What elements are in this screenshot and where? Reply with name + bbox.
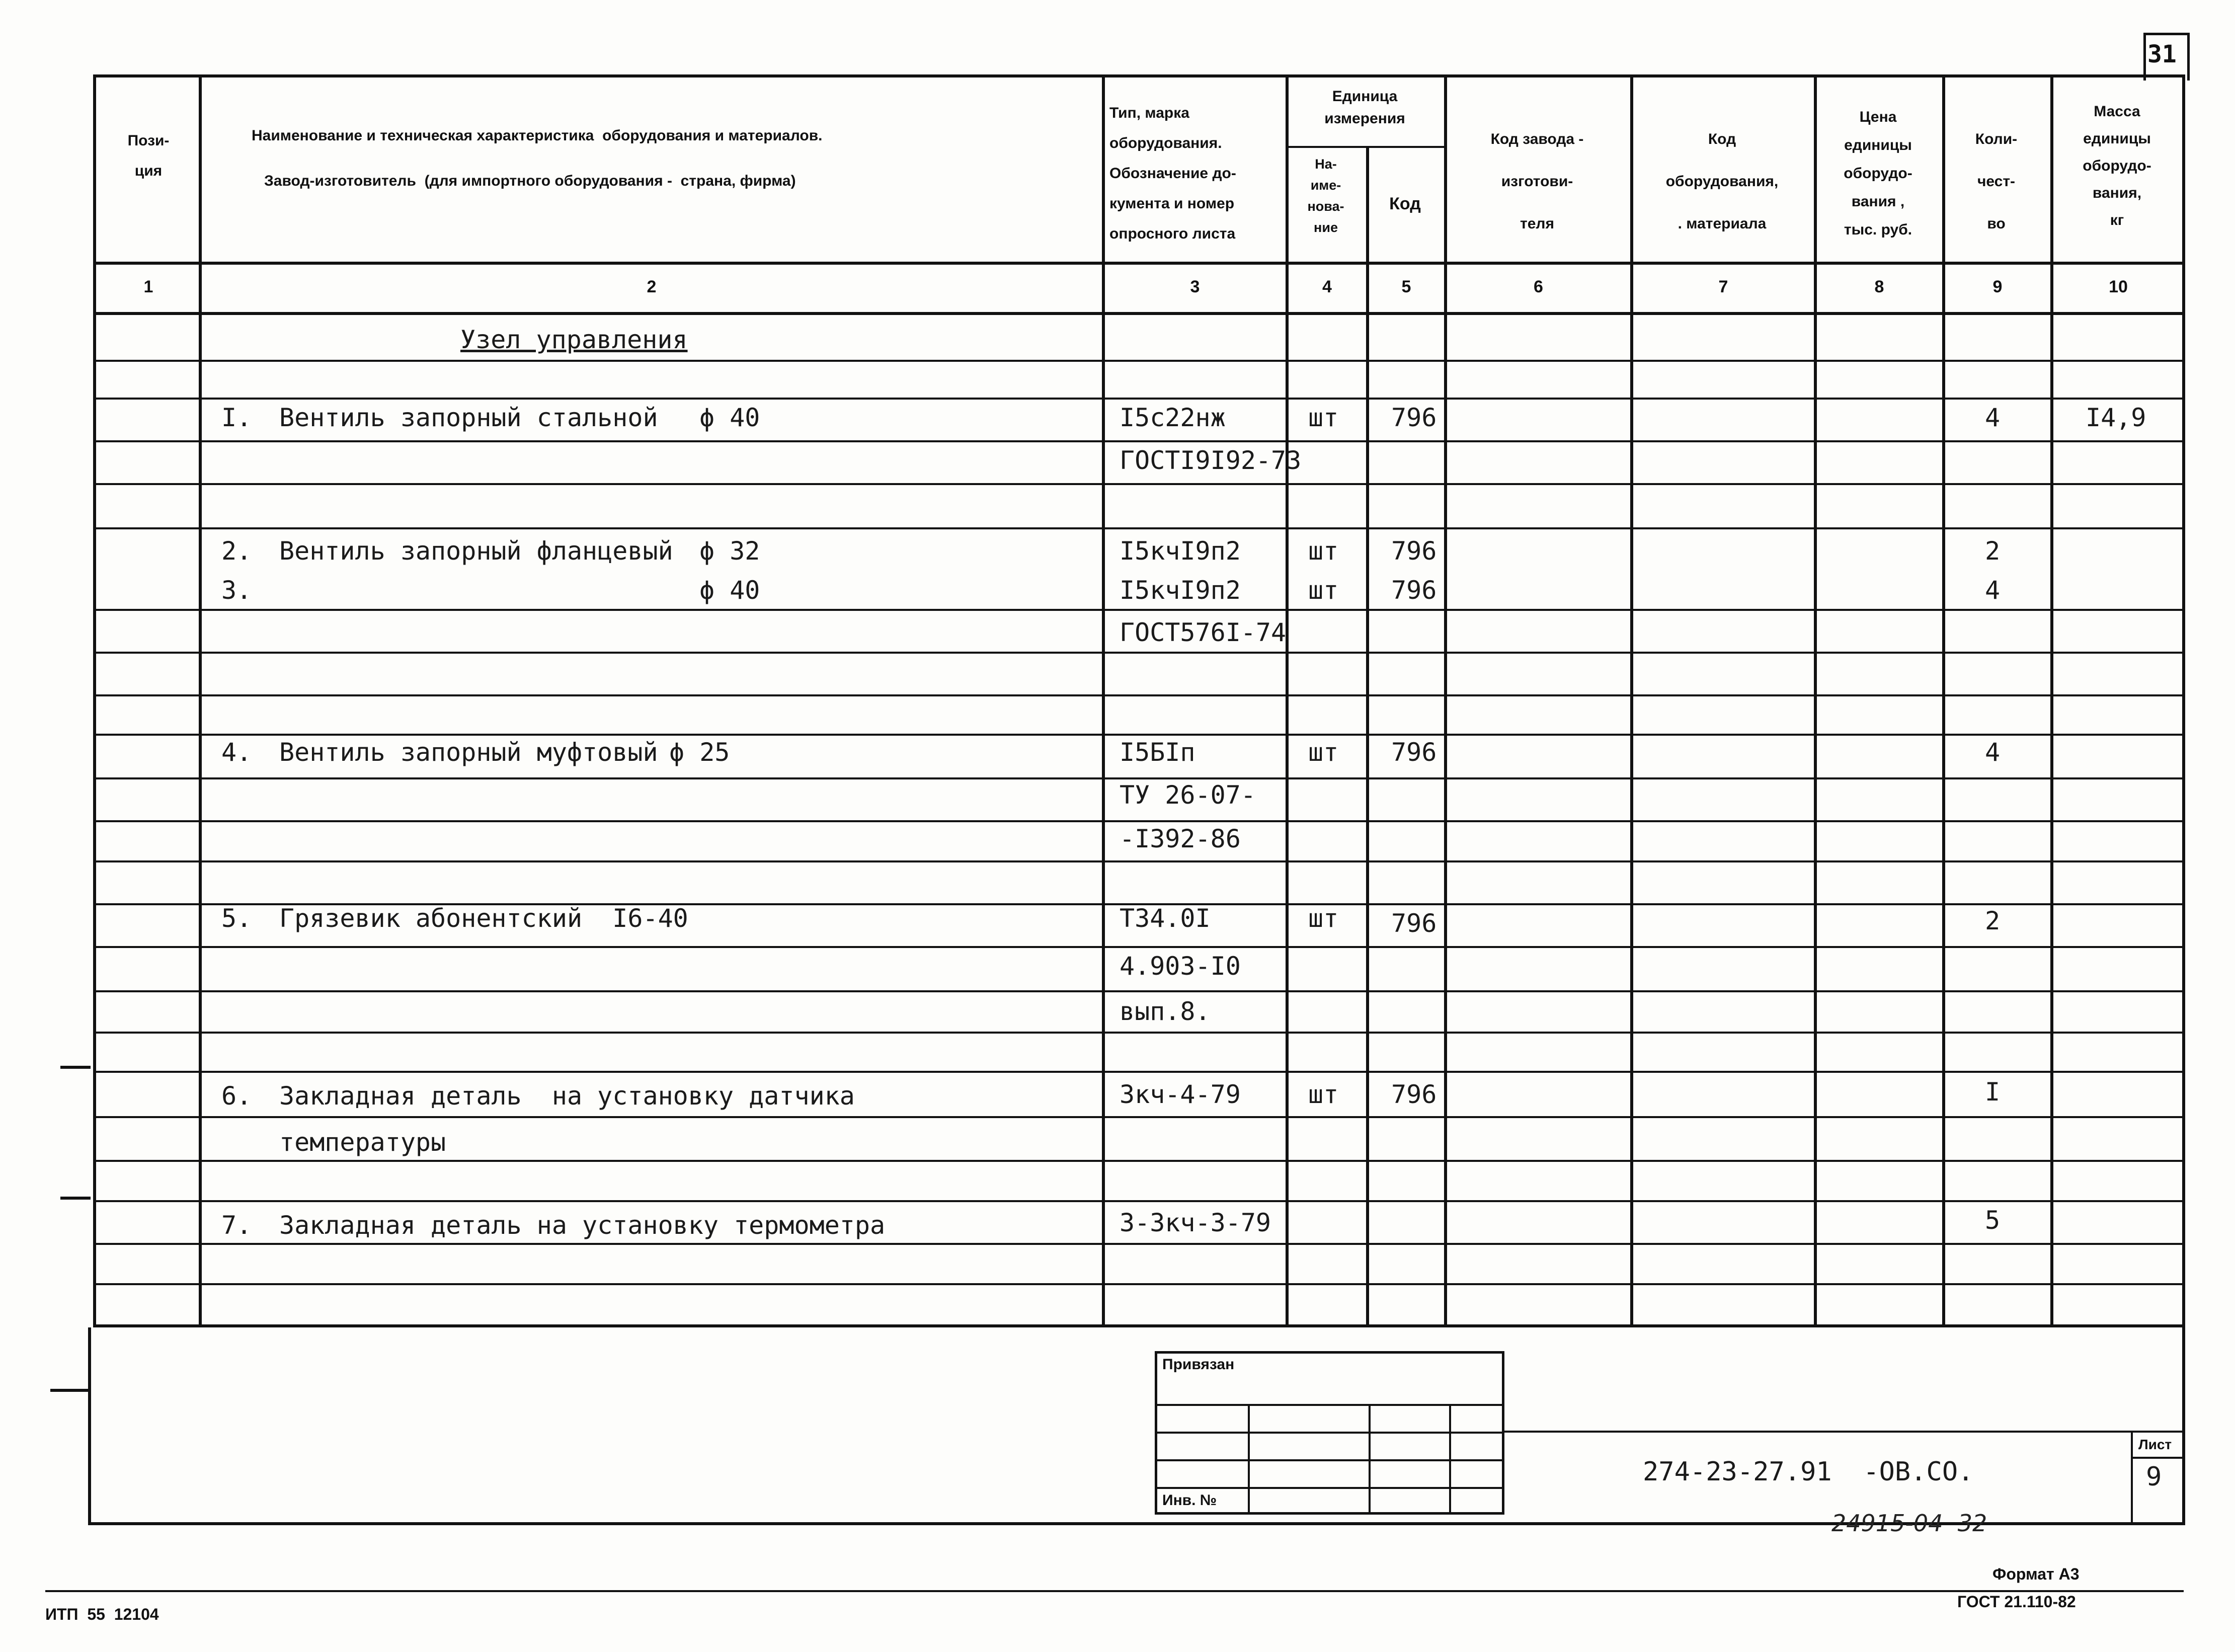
row-separator bbox=[93, 1200, 2185, 1202]
row4-dn: ϕ 25 bbox=[669, 738, 730, 767]
row-separator bbox=[93, 1116, 2185, 1118]
bottom-left-border bbox=[88, 1327, 91, 1524]
row4-name: Вентиль запорный муфтовый bbox=[279, 738, 658, 767]
colnum-1: 1 bbox=[143, 277, 153, 296]
row3-doc: ГОСТ576I-74 bbox=[1120, 618, 1287, 647]
row7-type: 3-3кч-3-79 bbox=[1120, 1208, 1271, 1237]
sheet-corner-number: 31 bbox=[2147, 40, 2177, 68]
row-separator bbox=[93, 440, 2185, 442]
row4-qty: 4 bbox=[1985, 738, 2001, 767]
row5-type: Т34.0I bbox=[1120, 904, 1211, 933]
row1-type: I5с22нж bbox=[1120, 403, 1226, 432]
row-separator bbox=[93, 1032, 2185, 1034]
row1-unit: шт bbox=[1308, 403, 1339, 432]
row1-pos: I. bbox=[221, 403, 252, 432]
header-name-line1: Наименование и техническая характеристика оборудования и материалов. bbox=[252, 127, 823, 144]
row4-doc2: -I392-86 bbox=[1120, 824, 1241, 853]
colnum-5: 5 bbox=[1401, 277, 1411, 296]
attached-stamp-label: Привязан bbox=[1162, 1356, 1235, 1373]
row1-qty: 4 bbox=[1985, 403, 2001, 432]
row-separator bbox=[93, 990, 2185, 992]
col-divider-5 bbox=[1444, 74, 1447, 1327]
col-divider-2 bbox=[1102, 74, 1105, 1327]
header-unit-price: Цена единицы оборудо- вания , тыс. руб. bbox=[1844, 109, 1912, 238]
colnum-9: 9 bbox=[1992, 277, 2003, 296]
row-separator bbox=[93, 1071, 2185, 1073]
row4-unit: шт bbox=[1308, 738, 1339, 767]
row2-unit: шт bbox=[1308, 536, 1339, 566]
header-factory-code: Код завода - изготови- теля bbox=[1490, 131, 1584, 232]
bottom-right-border bbox=[2182, 1327, 2185, 1524]
row5-qty: 2 bbox=[1985, 906, 2001, 935]
margin-tick-3 bbox=[50, 1389, 91, 1392]
row-separator bbox=[93, 483, 2185, 485]
stamp-col-1 bbox=[1248, 1404, 1250, 1515]
col-divider-9 bbox=[2050, 74, 2053, 1327]
row-separator bbox=[93, 609, 2185, 611]
sheet-box-divider bbox=[2131, 1457, 2184, 1459]
header-unit-code: Код bbox=[1389, 194, 1421, 213]
row1-mass: I4,9 bbox=[2086, 403, 2146, 432]
col-divider-7 bbox=[1814, 74, 1817, 1327]
margin-tick-2 bbox=[60, 1197, 91, 1200]
colnum-7: 7 bbox=[1718, 277, 1728, 296]
stamp-line-2 bbox=[1155, 1432, 1504, 1434]
row2-name: Вентиль запорный фланцевый bbox=[279, 536, 673, 566]
col-divider-8 bbox=[1942, 74, 1945, 1327]
row-separator bbox=[93, 652, 2185, 654]
row-separator bbox=[93, 1160, 2185, 1162]
row7-pos: 7. bbox=[221, 1211, 252, 1240]
row6-name-cont: температуры bbox=[279, 1128, 446, 1157]
row-separator bbox=[93, 1283, 2185, 1285]
row4-code: 796 bbox=[1391, 738, 1437, 767]
row3-unit: шт bbox=[1308, 576, 1339, 605]
row7-name: Закладная деталь на установку термометра bbox=[279, 1211, 886, 1240]
row1-name: Вентиль запорный стальной bbox=[279, 403, 658, 432]
row1-dn: ϕ 40 bbox=[699, 403, 760, 432]
row7-qty: 5 bbox=[1985, 1206, 2001, 1235]
document-code: 274-23-27.91 -ОВ.СО. bbox=[1643, 1457, 1974, 1487]
row3-code: 796 bbox=[1391, 576, 1437, 605]
row-separator bbox=[93, 860, 2185, 862]
colnum-bottom-line bbox=[93, 312, 2185, 315]
section-title: Узел управления bbox=[460, 325, 688, 354]
handwritten-number: 24915-04 32 bbox=[1831, 1510, 1987, 1537]
row1-code: 796 bbox=[1391, 403, 1437, 432]
header-equipment-code: Код оборудования, . материала bbox=[1665, 131, 1779, 232]
row3-pos: 3. bbox=[221, 576, 252, 605]
row2-qty: 2 bbox=[1985, 536, 2001, 566]
row6-type: 3кч-4-79 bbox=[1120, 1080, 1241, 1109]
stamp-col-3 bbox=[1449, 1404, 1451, 1515]
row-separator bbox=[93, 694, 2185, 696]
header-unit-name: На- име- нова- ние bbox=[1307, 156, 1344, 235]
colnum-6: 6 bbox=[1534, 277, 1543, 296]
row2-code: 796 bbox=[1391, 536, 1437, 566]
row5-code: 796 bbox=[1391, 909, 1437, 938]
row6-pos: 6. bbox=[221, 1081, 252, 1111]
row5-doc2: вып.8. bbox=[1120, 997, 1211, 1026]
row6-unit: шт bbox=[1308, 1080, 1339, 1109]
header-type: Тип, марка оборудования. Обозначение до- кумента и номер опросного листа bbox=[1109, 105, 1236, 242]
title-block-top bbox=[1504, 1431, 2184, 1433]
stamp-col-2 bbox=[1369, 1404, 1371, 1515]
header-unit-mass: Масса единицы оборудо- вания, кг bbox=[2083, 103, 2151, 228]
colnum-3: 3 bbox=[1190, 277, 1200, 296]
footer-line bbox=[45, 1590, 2184, 1592]
colnum-8: 8 bbox=[1874, 277, 1884, 296]
header-unit-group: Единица измерения bbox=[1324, 88, 1405, 127]
row5-pos: 5. bbox=[221, 904, 252, 933]
row2-dn: ϕ 32 bbox=[699, 536, 760, 566]
row-separator bbox=[93, 527, 2185, 529]
header-bottom-line bbox=[93, 262, 2185, 265]
gost-label: ГОСТ 21.110-82 bbox=[1957, 1593, 2076, 1611]
row5-unit: шт bbox=[1308, 904, 1339, 933]
row4-doc1: ТУ 26-07- bbox=[1120, 780, 1256, 810]
row-separator bbox=[93, 360, 2185, 362]
col-divider-4 bbox=[1366, 146, 1369, 1327]
row5-doc1: 4.903-I0 bbox=[1120, 952, 1241, 981]
colnum-4: 4 bbox=[1322, 277, 1332, 296]
stamp-line-3 bbox=[1155, 1459, 1504, 1461]
row1-doc: ГОСТI9I92-73 bbox=[1120, 446, 1302, 475]
sheet-label: Лист bbox=[2138, 1437, 2172, 1452]
inventory-number-label: Инв. № bbox=[1162, 1492, 1217, 1509]
format-label: Формат А3 bbox=[1992, 1565, 2080, 1583]
itp-label: ИТП 55 12104 bbox=[45, 1605, 159, 1623]
header-quantity: Коли- чест- во bbox=[1975, 131, 2018, 232]
row2-pos: 2. bbox=[221, 536, 252, 566]
row3-qty: 4 bbox=[1985, 576, 2001, 605]
unit-group-line bbox=[1286, 146, 1444, 148]
colnum-10: 10 bbox=[2109, 277, 2128, 296]
row2-type: I5кчI9п2 bbox=[1120, 536, 1241, 566]
row-separator bbox=[93, 1243, 2185, 1245]
col-divider-6 bbox=[1630, 74, 1633, 1327]
stamp-line-4 bbox=[1155, 1487, 1504, 1489]
row3-dn: ϕ 40 bbox=[699, 576, 760, 605]
col-divider-3 bbox=[1286, 74, 1289, 1327]
row6-code: 796 bbox=[1391, 1080, 1437, 1109]
row-separator bbox=[93, 398, 2185, 400]
row4-type: I5БIп bbox=[1120, 738, 1195, 767]
row6-qty: I bbox=[1985, 1077, 2001, 1107]
margin-tick-1 bbox=[60, 1066, 91, 1069]
row5-name: Грязевик абонентский I6-40 bbox=[279, 904, 688, 933]
header-position: Пози- ция bbox=[127, 132, 170, 179]
row-separator bbox=[93, 946, 2185, 948]
sheet-box-left bbox=[2131, 1431, 2133, 1524]
sheet-number: 9 bbox=[2146, 1462, 2162, 1492]
stamp-line-1 bbox=[1155, 1404, 1504, 1406]
colnum-2: 2 bbox=[647, 277, 657, 296]
row6-name: Закладная деталь на установку датчика bbox=[279, 1081, 855, 1111]
header-name-line2: Завод-изготовитель (для импортного оборудования - страна, фирма) bbox=[264, 173, 796, 189]
row3-type: I5кчI9п2 bbox=[1120, 576, 1241, 605]
col-divider-1 bbox=[199, 74, 202, 1327]
row4-pos: 4. bbox=[221, 738, 252, 767]
